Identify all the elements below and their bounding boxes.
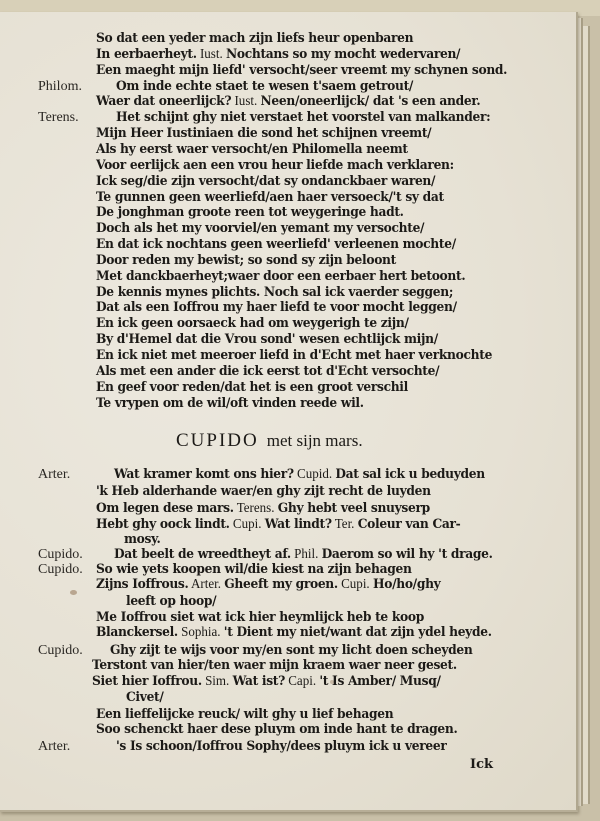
verse-text: Hebt ghy oock lindt.: [96, 517, 230, 532]
verse-text: Dat als een Ioffrou my haer liefd te voor mocht leggen/: [96, 300, 457, 316]
verse-text: 'k Heb alderhande waer/en ghy zijt recht de luyden: [96, 484, 431, 499]
verse-text: Dat beelt de wreedtheyt af.: [114, 547, 291, 562]
verse-text: En dat ick nochtans geen weerliefd' verleenen mochte/: [96, 237, 456, 253]
catchword: Ick: [470, 757, 494, 772]
speaker-cue: Phil.: [290, 547, 322, 562]
verse-text: Het schijnt ghy niet verstaet het voorstel van malkander:: [116, 110, 491, 126]
verse-text: Een maeght mijn liefd' versocht/seer vreemt my schynen sond.: [96, 62, 508, 78]
text-line: [96, 576, 440, 594]
speaker-label: Philom.: [38, 78, 82, 94]
verse-text: 't Is Amber/ Musq/: [319, 674, 441, 689]
text-line: [126, 689, 164, 707]
verse-text: Siet hier Ioffrou.: [92, 674, 202, 689]
verse-text: Te gunnen geen weerliefd/aen haer versoeck/'t sy dat: [96, 189, 444, 205]
paper-stain: [70, 590, 77, 595]
verse-text: Doch als het my voorviel/en yemant my versochte/: [96, 221, 425, 237]
verse-text: Om legen dese mars.: [96, 501, 234, 516]
verse-text: Om inde echte staet te wesen t'saem getrout/: [116, 78, 414, 94]
verse-text: Als hy eerst waer versocht/en Philomella neemt: [96, 141, 408, 157]
verse-text: Ick seg/die zijn versocht/dat sy ondanckbaer waren/: [96, 173, 436, 189]
verse-text: Door reden my bewist; so sond sy zijn beloont: [96, 252, 396, 268]
text-line: [114, 466, 485, 484]
verse-text: De kennis mynes plichts. Noch sal ick vaerder seggen;: [96, 284, 454, 300]
verse-text: Wat ist?: [232, 674, 285, 689]
speaker-label: Cupido.: [38, 562, 83, 577]
verse-text: Gheeft my groen.: [224, 577, 338, 592]
speaker-cue: Ter.: [331, 517, 358, 532]
verse-text: Nochtans so my mocht wedervaren/: [225, 46, 461, 62]
verse-text: Ghy hebt veel snuyserp: [277, 501, 430, 516]
speaker-cue: Terens.: [233, 501, 278, 516]
verse-text: Terstont van hier/ten waer mijn kraem waer neer geset.: [92, 658, 457, 673]
verse-text: Zijns Ioffrous.: [96, 577, 189, 592]
verse-text: In eerbaerheyt.: [96, 46, 197, 62]
speaker-cue: Iust.: [196, 46, 226, 62]
verse-text: Dat sal ick u beduyden: [335, 467, 485, 482]
speaker-label: Cupido.: [38, 643, 83, 658]
verse-text: Als met een ander die ick eerst tot d'Echt versochte/: [96, 363, 440, 379]
speaker-cue: Iust.: [231, 94, 261, 110]
verse-text: 's Is schoon/Ioffrou Sophy/dees pluym ick u vereer: [116, 739, 447, 754]
verse-text: Ghy zijt te wijs voor my/en sont my licht doen scheyden: [110, 643, 473, 658]
verse-text: mosy.: [124, 532, 161, 547]
heading-caps: CUPIDO: [176, 430, 259, 451]
text-line: [96, 624, 492, 642]
verse-text: Ho/ho/ghy: [372, 577, 441, 592]
text-line: [96, 721, 457, 739]
verse-text: Waer dat oneerlijck?: [96, 94, 232, 110]
verse-text: Een lieffelijcke reuck/ wilt ghy u lief behagen: [96, 707, 394, 722]
verse-text: Coleur van Car-: [357, 517, 461, 532]
verse-text: De jonghman groote reen tot weygeringe hadt.: [96, 205, 404, 221]
verse-text: Neen/oneerlijck/ dat 's een ander.: [260, 94, 481, 110]
verse-text: 't Dient my niet/want dat zijn ydel heyde.: [223, 625, 492, 640]
speaker-label: Cupido.: [38, 547, 83, 562]
speaker-cue: Sim.: [201, 674, 233, 689]
verse-text: So wie yets koopen wil/die kiest na zijn behagen: [96, 562, 412, 577]
text-line: [96, 395, 364, 413]
speaker-cue: Cupid.: [293, 467, 336, 482]
verse-text: Wat kramer komt ons hier?: [114, 467, 294, 482]
verse-text: En geef voor reden/dat het is een groot verschil: [96, 379, 408, 395]
speaker-label: Arter.: [38, 739, 71, 754]
scene-heading: [176, 430, 363, 452]
verse-text: Te vrypen om de wil/oft vinden reede wil.: [96, 395, 364, 411]
text-line: [116, 738, 446, 756]
verse-text: Met danckbaerheyt;waer door een eerbaer hert betoont.: [96, 268, 466, 284]
verse-text: Mijn Heer Iustiniaen die sond het schijnen vreemt/: [96, 126, 432, 142]
verse-text: Civet/: [126, 690, 164, 705]
speaker-cue: Cupi.: [337, 577, 373, 592]
verse-text: En ick geen oorsaeck had om weygerigh te zijn/: [96, 316, 409, 332]
verse-text: Soo schenckt haer dese pluym om inde hant te dragen.: [96, 722, 458, 737]
speaker-cue: Cupi.: [229, 517, 265, 532]
verse-text: Wat lindt?: [264, 517, 332, 532]
verse-text: Me Ioffrou siet wat ick hier heymlijck heb te koop: [96, 610, 424, 625]
verse-text: En ick niet met meeroer liefd in d'Echt met haer verknochte: [96, 348, 493, 363]
verse-text: So dat een yeder mach zijn liefs heur openbaren: [96, 31, 414, 46]
verse-text: leeft op hoop/: [126, 594, 217, 609]
speaker-cue: Sophia.: [177, 625, 224, 640]
heading-rest: met sijn mars.: [266, 431, 363, 450]
verse-text: Voor eerlijck aen een vrou heur liefde mach verklaren:: [96, 157, 454, 173]
speaker-cue: Arter.: [188, 577, 225, 592]
speaker-label: Terens.: [38, 110, 79, 126]
page-edge: [583, 26, 590, 804]
book-page: [0, 12, 578, 812]
verse-text: Daerom so wil hy 't drage.: [321, 547, 493, 562]
speaker-cue: Capi.: [284, 674, 320, 689]
verse-text: Blanckersel.: [96, 625, 178, 640]
speaker-label: Arter.: [38, 467, 71, 482]
verse-text: By d'Hemel dat die Vrou sond' wesen echtlijck mijn/: [96, 332, 438, 348]
text-line: [96, 483, 431, 501]
